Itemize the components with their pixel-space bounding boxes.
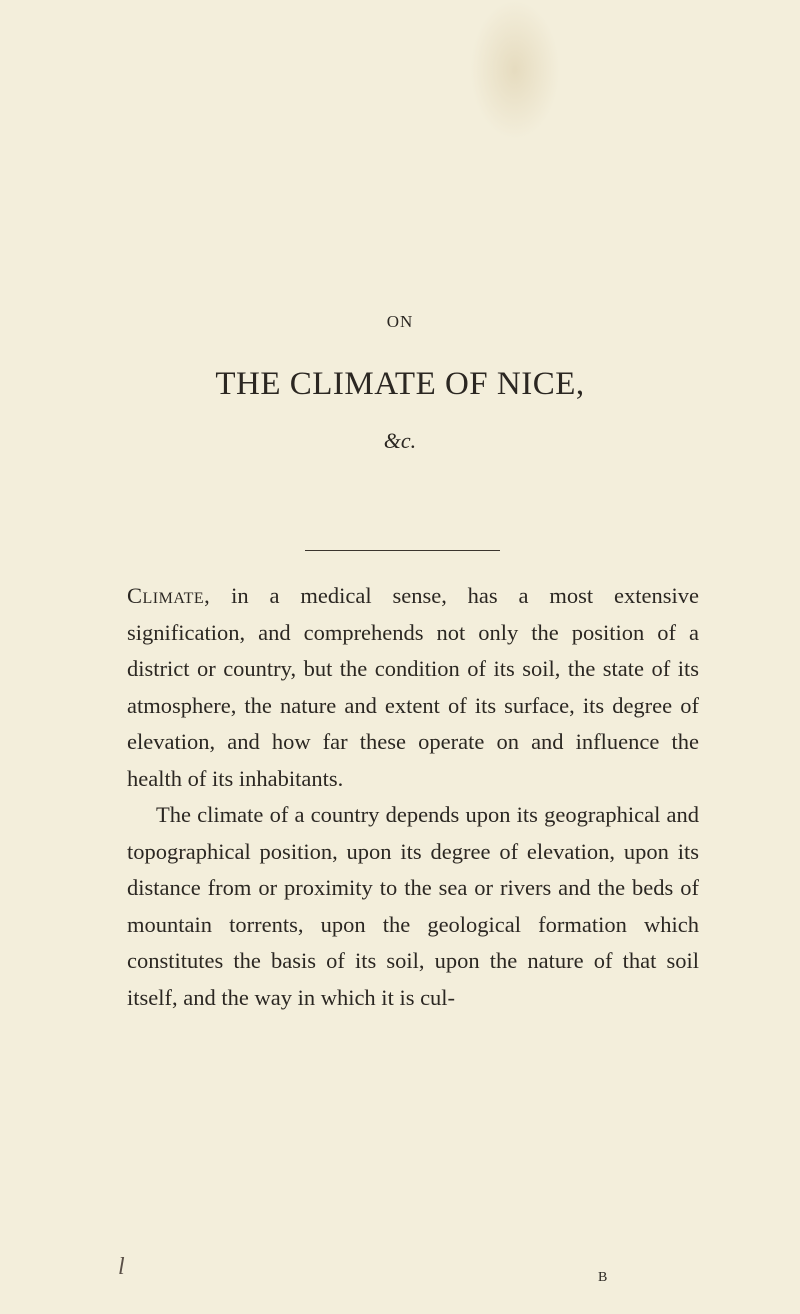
- pre-title: ON: [386, 312, 414, 331]
- paragraph-1-lead: Climate,: [127, 583, 211, 608]
- page-stain: [470, 0, 560, 140]
- title-etc: &c.: [383, 428, 417, 453]
- paragraph-2: The climate of a country depends upon its geographical and topographical position, upon its degree of elevation, upon its distance from or proximity to the sea or rivers and the beds of mountain torrents, upon the geological formation which constitutes the basis of its soil, upon the nature of that soil itself, and the way in which it is cul-: [127, 802, 699, 1010]
- paragraph-1: [127, 578, 699, 797]
- body-text: [127, 578, 699, 1016]
- page-title: THE CLIMATE OF NICE,: [215, 366, 585, 402]
- paragraph-1-rest: in a medical sense, has a most extensive signification, and comprehends not only the position of a district or country, but the condition of its soil, the state of its atmosphere, the nature and extent of its surface, its degree of elevation, and how far these operate on and influence the health of its inhabitants.: [127, 583, 699, 791]
- title-divider: [305, 550, 500, 551]
- signature-mark: B: [598, 1270, 608, 1285]
- margin-mark: l: [118, 1254, 125, 1280]
